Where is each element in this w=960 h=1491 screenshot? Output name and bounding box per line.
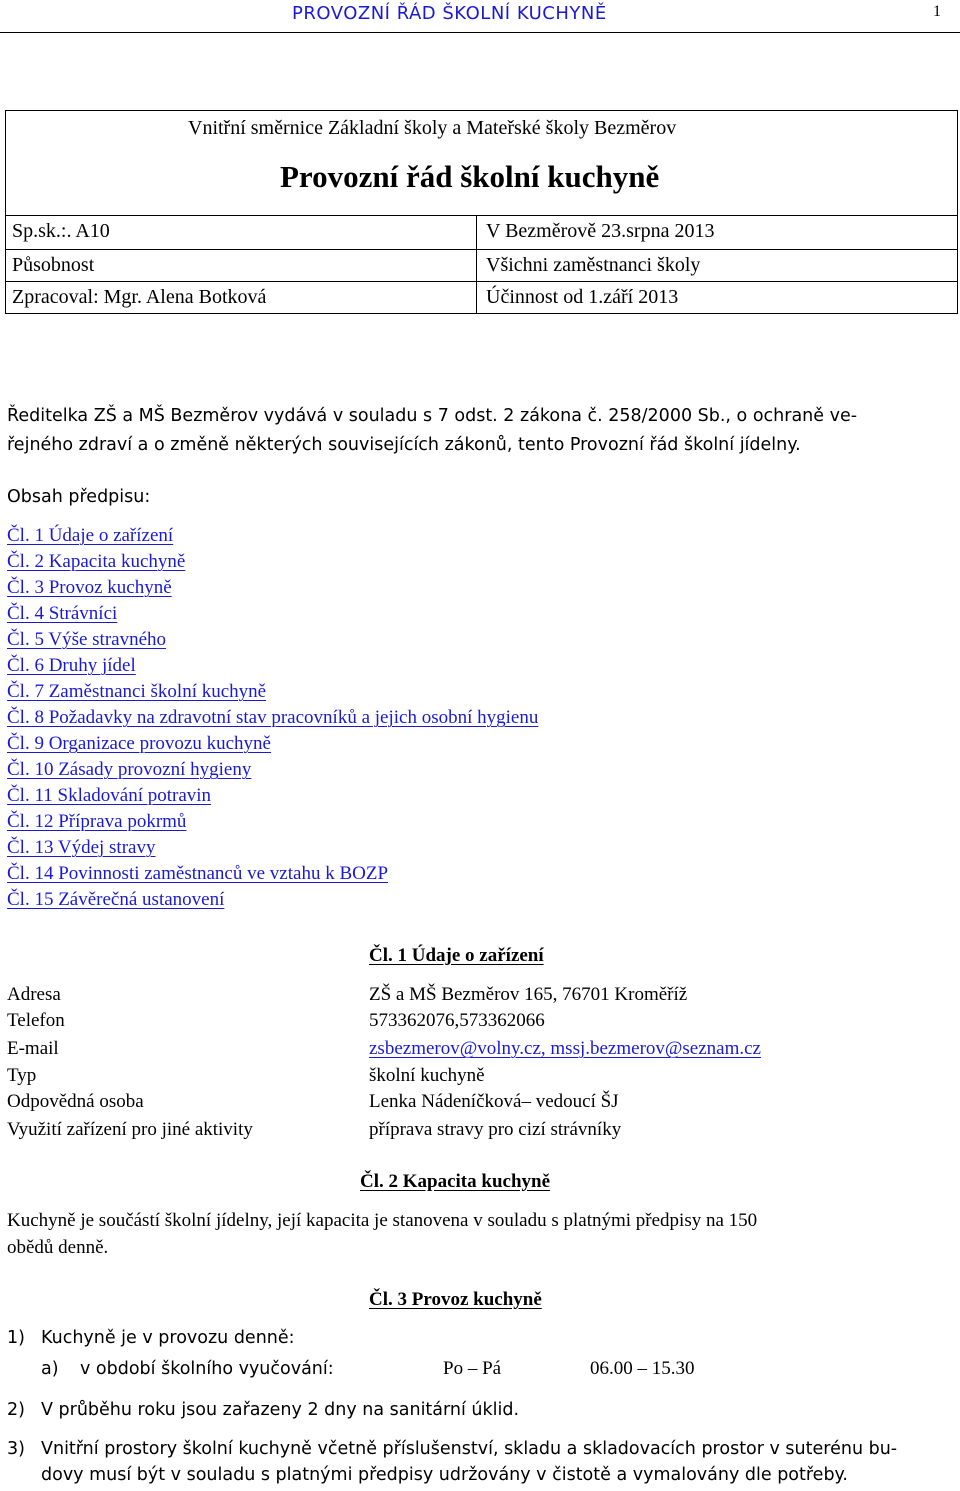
detail-label: Odpovědná osoba xyxy=(7,1091,144,1112)
type-value: školní kuchyně xyxy=(369,1065,485,1086)
toc-link[interactable]: Čl. 7 Zaměstnanci školní kuchyně xyxy=(7,681,267,702)
toc-heading: Obsah předpisu: xyxy=(7,487,151,507)
sanitation-text: V průběhu roku jsou zařazeny 2 dny na sanitární úklid. xyxy=(41,1400,520,1420)
document-info-box xyxy=(5,110,958,314)
reference-number: Sp.sk.:. A10 xyxy=(12,220,110,242)
schedule-days: Po – Pá xyxy=(443,1358,502,1379)
toc-link[interactable]: Čl. 5 Výše stravného xyxy=(7,629,167,650)
page-header xyxy=(0,0,960,33)
intro-line: Ředitelka ZŠ a MŠ Bezměrov vydává v souladu s 7 odst. 2 zákona č. 258/2000 Sb., o ochraně ve- xyxy=(7,406,858,426)
toc-link[interactable]: Čl. 2 Kapacita kuchyně xyxy=(7,551,186,572)
detail-label: Využití zařízení pro jiné aktivity xyxy=(7,1119,253,1140)
schedule-hours: 06.00 – 15.30 xyxy=(590,1358,695,1379)
premises-text: dovy musí být v souladu s platnými předpisy udržovány v čistotě a vymalovány dle potřeby. xyxy=(41,1465,848,1485)
phone-value: 573362076,573362066 xyxy=(369,1010,545,1031)
issue-date: V Bezměrově 23.srpna 2013 xyxy=(486,220,715,242)
section-title: Čl. 3 Provoz kuchyně xyxy=(369,1289,542,1310)
toc-link[interactable]: Čl. 3 Provoz kuchyně xyxy=(7,577,172,598)
page-number: 1 xyxy=(933,3,941,20)
section-title: Čl. 1 Údaje o zařízení xyxy=(369,945,544,966)
other-activities-value: příprava stravy pro cizí strávníky xyxy=(369,1119,622,1140)
detail-label: E-mail xyxy=(7,1038,59,1059)
toc-link[interactable]: Čl. 6 Druhy jídel xyxy=(7,655,136,676)
detail-label: Adresa xyxy=(7,984,61,1005)
list-number: 3) xyxy=(7,1439,25,1459)
directive-title: Vnitřní směrnice Základní školy a Mateřské školy Bezměrov xyxy=(188,117,677,139)
capacity-text: obědů denně. xyxy=(7,1237,109,1258)
toc-link[interactable]: Čl. 8 Požadavky na zdravotní stav pracovníků a jejich osobní hygienu xyxy=(7,707,539,728)
list-number: 2) xyxy=(7,1400,25,1420)
toc-link[interactable]: Čl. 13 Výdej stravy xyxy=(7,837,156,858)
list-number: 1) xyxy=(7,1328,25,1348)
toc-link[interactable]: Čl. 1 Údaje o zařízení xyxy=(7,525,174,546)
toc-link[interactable]: Čl. 11 Skladování potravin xyxy=(7,785,212,806)
scope-value: Všichni zaměstnanci školy xyxy=(486,254,701,276)
email-link[interactable]: zsbezmerov@volny.cz, mssj.bezmerov@seznam.cz xyxy=(369,1038,761,1059)
premises-text: Vnitřní prostory školní kuchyně včetně příslušenství, skladu a skladovacích prostor v suterénu bu- xyxy=(41,1439,898,1459)
box-divider xyxy=(6,249,957,250)
box-column-divider xyxy=(476,215,477,313)
section-title: Čl. 2 Kapacita kuchyně xyxy=(360,1171,551,1192)
author: Zpracoval: Mgr. Alena Botková xyxy=(12,286,267,308)
detail-label: Typ xyxy=(7,1065,37,1086)
schedule-label: v období školního vyučování: xyxy=(80,1359,334,1379)
intro-line: řejného zdraví a o změně některých souvisejících zákonů, tento Provozní řád školní jídelny. xyxy=(7,435,801,455)
effective-date: Účinnost od 1.září 2013 xyxy=(486,286,679,308)
document-title: Provozní řád školní kuchyně xyxy=(280,159,660,194)
operation-text: Kuchyně je v provozu denně: xyxy=(41,1328,295,1348)
toc-link[interactable]: Čl. 9 Organizace provozu kuchyně xyxy=(7,733,271,754)
header-title: PROVOZNÍ ŘÁD ŠKOLNÍ KUCHYNĚ xyxy=(292,3,607,24)
toc-link[interactable]: Čl. 12 Příprava pokrmů xyxy=(7,811,187,832)
toc-link[interactable]: Čl. 10 Zásady provozní hygieny xyxy=(7,759,252,780)
responsible-person-value: Lenka Nádeníčková– vedoucí ŠJ xyxy=(369,1091,619,1112)
box-divider xyxy=(6,215,957,216)
detail-label: Telefon xyxy=(7,1010,65,1031)
toc-link[interactable]: Čl. 4 Strávníci xyxy=(7,603,118,624)
scope-label: Působnost xyxy=(12,254,95,276)
box-divider xyxy=(6,281,957,282)
toc-link[interactable]: Čl. 14 Povinnosti zaměstnanců ve vztahu k BOZP xyxy=(7,863,389,884)
list-letter: a) xyxy=(41,1359,59,1379)
capacity-text: Kuchyně je součástí školní jídelny, její kapacita je stanovena v souladu s platnými předpisy na 150 xyxy=(7,1210,758,1231)
address-value: ZŠ a MŠ Bezměrov 165, 76701 Kroměříž xyxy=(369,984,688,1005)
toc-link[interactable]: Čl. 15 Závěrečná ustanovení xyxy=(7,889,225,910)
